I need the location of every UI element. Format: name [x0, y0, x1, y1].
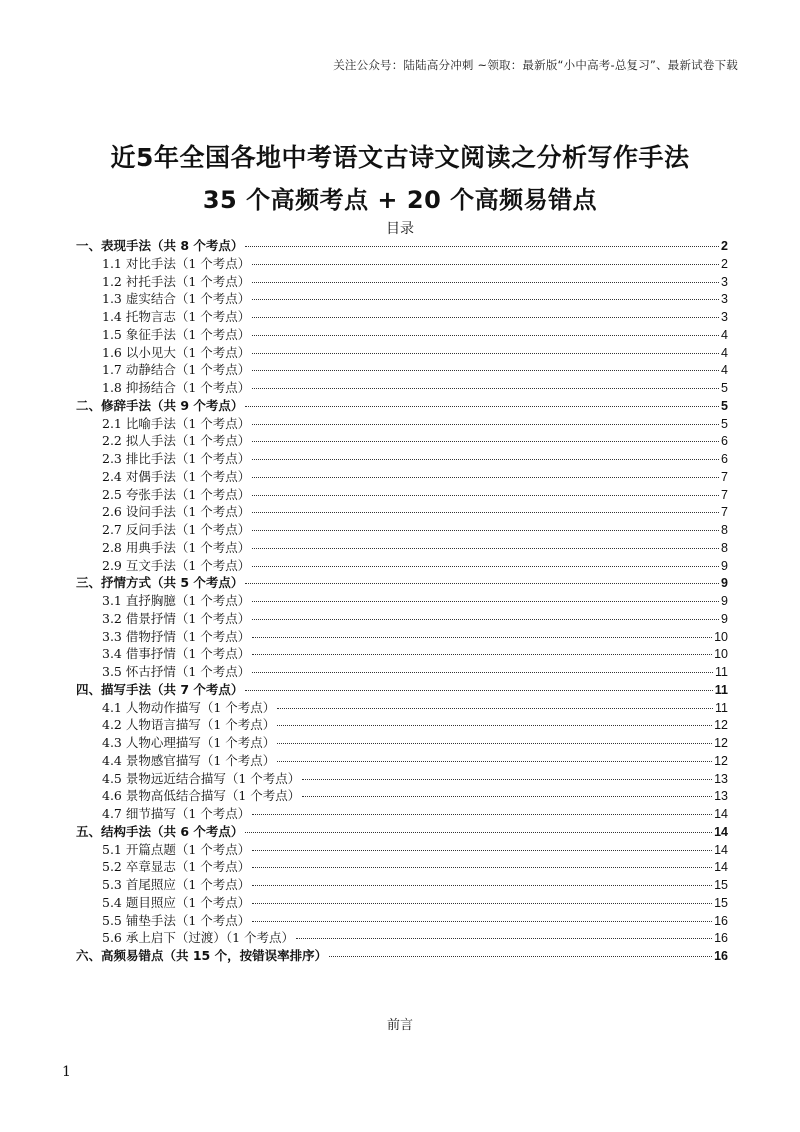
- toc-entry-3-3[interactable]: [76, 627, 728, 645]
- toc-leader: [252, 477, 719, 478]
- toc-entry-label: 3.3 借物抒情（1 个考点）: [102, 628, 251, 644]
- toc-leader: [245, 406, 719, 407]
- toc-entry-2-7[interactable]: [76, 520, 728, 538]
- toc-entry-page: 3: [721, 274, 728, 289]
- toc-leader: [245, 583, 719, 584]
- toc-leader: [245, 690, 712, 691]
- preface-heading: 前言: [386, 1018, 413, 1033]
- toc-leader: [329, 956, 712, 957]
- page-number: 1: [62, 1064, 71, 1080]
- toc-entry-label: 4.6 景物高低结合描写（1 个考点）: [102, 788, 301, 804]
- toc-entry-4-6[interactable]: [76, 786, 728, 804]
- toc-entry-page: 7: [721, 469, 728, 484]
- toc-entry-page: 6: [721, 434, 728, 449]
- toc-leader: [252, 335, 719, 336]
- toc-entry-page: 2: [721, 256, 728, 271]
- toc-entry-page: 13: [714, 789, 728, 804]
- toc-entry-page: 16: [714, 913, 728, 928]
- document-subtitle: 35 个高频考点 + 20 个高频易错点: [202, 186, 598, 214]
- toc-entry-page: 16: [714, 949, 728, 963]
- toc-heading: 目录: [386, 221, 414, 237]
- toc-entry-page: 14: [714, 824, 728, 839]
- toc-entry-page: 10: [714, 647, 728, 662]
- toc-entry-label: 5.6 承上启下（过渡）（1 个考点）: [102, 930, 295, 946]
- toc-entry-section-5[interactable]: [76, 822, 728, 840]
- toc-leader: [277, 708, 713, 709]
- toc-leader: [252, 885, 712, 886]
- toc-entry-1-6[interactable]: [76, 343, 728, 361]
- toc-entry-1-4[interactable]: [76, 307, 728, 325]
- toc-entry-label: 5.4 题目照应（1 个考点）: [102, 894, 251, 910]
- toc-entry-page: 14: [714, 860, 728, 875]
- toc-entry-label: 2.3 排比手法（1 个考点）: [102, 451, 251, 466]
- toc-entry-5-1[interactable]: [76, 840, 728, 858]
- toc-leader: [252, 299, 719, 300]
- toc-entry-2-8[interactable]: [76, 538, 728, 556]
- toc-entry-1-7[interactable]: [76, 360, 728, 378]
- toc-leader: [252, 370, 719, 371]
- toc-leader: [252, 459, 719, 460]
- toc-entry-page: 8: [721, 523, 728, 537]
- toc-entry-label: 1.8 抑扬结合（1 个考点）: [102, 380, 251, 395]
- toc-entry-page: 6: [721, 452, 728, 466]
- toc-leader: [252, 903, 712, 904]
- toc-entry-section-2[interactable]: [76, 396, 728, 414]
- toc-entry-page: 4: [721, 327, 728, 342]
- toc-leader: [277, 761, 712, 762]
- toc-leader: [252, 566, 719, 567]
- toc-entry-label: 2.5 夸张手法（1 个考点）: [102, 486, 251, 502]
- toc-leader: [252, 619, 719, 620]
- toc-entry-label: 4.7 细节描写（1 个考点）: [102, 806, 251, 821]
- toc-entry-label: 5.5 铺垫手法（1 个考点）: [102, 912, 251, 928]
- toc-entry-label: 4.3 人物心理描写（1 个考点）: [102, 735, 276, 750]
- toc-entry-1-3[interactable]: [76, 289, 728, 307]
- toc-entry-1-5[interactable]: [76, 325, 728, 343]
- toc-leader: [277, 743, 712, 744]
- toc-leader: [252, 850, 712, 851]
- toc-entry-4-5[interactable]: [76, 769, 728, 787]
- toc-leader: [302, 779, 712, 780]
- table-of-contents: [76, 236, 728, 964]
- toc-entry-page: 14: [714, 842, 728, 857]
- toc-entry-label: 六、高频易错点（共 15 个，按错误率排序）: [76, 948, 328, 963]
- toc-entry-label: 4.5 景物远近结合描写（1 个考点）: [102, 770, 301, 786]
- toc-leader: [252, 921, 712, 922]
- toc-entry-3-4[interactable]: [76, 644, 728, 662]
- toc-entry-label: 四、描写手法（共 7 个考点）: [76, 681, 244, 697]
- toc-entry-label: 2.4 对偶手法（1 个考点）: [102, 468, 251, 484]
- toc-entry-label: 三、抒情方式（共 5 个考点）: [76, 575, 244, 591]
- toc-entry-label: 1.3 虚实结合（1 个考点）: [102, 291, 251, 307]
- toc-entry-page: 11: [714, 682, 728, 697]
- toc-entry-5-6[interactable]: [76, 928, 728, 946]
- toc-entry-5-3[interactable]: [76, 875, 728, 893]
- toc-entry-label: 二、修辞手法（共 9 个考点）: [76, 397, 244, 413]
- toc-entry-page: 7: [721, 487, 728, 502]
- toc-entry-page: 15: [714, 878, 728, 892]
- toc-entry-label: 一、表现手法（共 8 个考点）: [76, 238, 244, 253]
- toc-entry-page: 3: [721, 292, 728, 307]
- toc-entry-page: 16: [714, 931, 728, 946]
- toc-entry-1-8[interactable]: [76, 378, 728, 396]
- toc-entry-page: 7: [721, 505, 728, 520]
- toc-leader: [252, 495, 719, 496]
- toc-entry-page: 5: [721, 398, 728, 413]
- toc-leader: [296, 938, 712, 939]
- toc-entry-label: 2.8 用典手法（1 个考点）: [102, 539, 251, 555]
- toc-entry-label: 5.3 首尾照应（1 个考点）: [102, 877, 251, 892]
- toc-entry-2-3[interactable]: [76, 449, 728, 467]
- toc-entry-page: 4: [721, 363, 728, 378]
- toc-leader: [252, 814, 712, 815]
- toc-entry-label: 2.9 互文手法（1 个考点）: [102, 557, 251, 573]
- toc-leader: [245, 832, 712, 833]
- document-title: 近5年全国各地中考语文古诗文阅读之分析写作手法: [110, 143, 690, 172]
- toc-entry-label: 五、结构手法（共 6 个考点）: [76, 823, 244, 839]
- toc-entry-4-3[interactable]: [76, 733, 728, 751]
- toc-entry-3-2[interactable]: [76, 609, 728, 627]
- toc-leader: [252, 353, 719, 354]
- toc-entry-section-4[interactable]: [76, 680, 728, 698]
- toc-entry-page: 3: [721, 310, 728, 324]
- toc-leader: [245, 246, 719, 247]
- toc-entry-page: 11: [715, 665, 728, 679]
- toc-entry-label: 4.1 人物动作描写（1 个考点）: [102, 699, 276, 715]
- toc-entry-page: 9: [721, 576, 728, 591]
- toc-entry-label: 5.2 卒章显志（1 个考点）: [102, 859, 251, 875]
- toc-entry-page: 12: [714, 753, 728, 768]
- toc-entry-label: 3.4 借事抒情（1 个考点）: [102, 646, 251, 662]
- toc-entry-section-3[interactable]: [76, 573, 728, 591]
- toc-leader: [302, 796, 712, 797]
- toc-entry-4-4[interactable]: [76, 751, 728, 769]
- toc-entry-page: 9: [721, 594, 728, 608]
- toc-entry-label: 1.7 动静结合（1 个考点）: [102, 362, 251, 378]
- toc-entry-label: 2.1 比喻手法（1 个考点）: [102, 415, 251, 431]
- toc-entry-label: 1.2 衬托手法（1 个考点）: [102, 273, 251, 289]
- toc-entry-page: 14: [714, 807, 728, 821]
- toc-entry-3-5[interactable]: [76, 662, 728, 680]
- toc-entry-1-2[interactable]: [76, 272, 728, 290]
- toc-entry-page: 9: [721, 558, 728, 573]
- toc-entry-2-1[interactable]: [76, 414, 728, 432]
- toc-entry-label: 3.2 借景抒情（1 个考点）: [102, 610, 251, 626]
- toc-entry-5-5[interactable]: [76, 911, 728, 929]
- toc-entry-2-6[interactable]: [76, 502, 728, 520]
- toc-entry-label: 2.6 设问手法（1 个考点）: [102, 504, 251, 520]
- toc-leader: [252, 601, 719, 602]
- toc-leader: [252, 637, 712, 638]
- toc-entry-page: 5: [721, 416, 728, 431]
- toc-entry-label: 1.4 托物言志（1 个考点）: [102, 309, 251, 324]
- toc-leader: [252, 672, 713, 673]
- toc-entry-4-2[interactable]: [76, 715, 728, 733]
- toc-leader: [252, 441, 719, 442]
- toc-entry-label: 3.1 直抒胸臆（1 个考点）: [102, 593, 251, 608]
- toc-leader: [252, 530, 719, 531]
- toc-entry-label: 2.7 反问手法（1 个考点）: [102, 522, 251, 537]
- toc-entry-5-4[interactable]: [76, 893, 728, 911]
- toc-leader: [252, 867, 712, 868]
- header-note: 关注公众号：陆陆高分冲刺 ~领取：最新版“小中高考-总复习”、最新试卷下载: [333, 58, 738, 72]
- toc-entry-4-1[interactable]: [76, 698, 728, 716]
- toc-leader: [252, 317, 719, 318]
- toc-entry-2-5[interactable]: [76, 485, 728, 503]
- toc-entry-page: 4: [721, 345, 728, 360]
- toc-entry-section-6[interactable]: [76, 946, 728, 964]
- toc-entry-page: 12: [714, 718, 728, 733]
- toc-entry-2-4[interactable]: [76, 467, 728, 485]
- toc-entry-4-7[interactable]: [76, 804, 728, 822]
- toc-entry-page: 5: [721, 381, 728, 395]
- toc-entry-1-1[interactable]: [76, 254, 728, 272]
- toc-leader: [252, 424, 719, 425]
- toc-leader: [252, 654, 712, 655]
- toc-leader: [252, 548, 719, 549]
- toc-entry-3-1[interactable]: [76, 591, 728, 609]
- toc-entry-page: 12: [714, 736, 728, 750]
- toc-entry-label: 1.1 对比手法（1 个考点）: [102, 255, 251, 271]
- toc-leader: [277, 725, 712, 726]
- toc-entry-page: 11: [715, 700, 728, 715]
- toc-entry-5-2[interactable]: [76, 857, 728, 875]
- toc-leader: [252, 512, 719, 513]
- toc-entry-2-2[interactable]: [76, 431, 728, 449]
- toc-entry-label: 2.2 拟人手法（1 个考点）: [102, 433, 251, 449]
- toc-entry-label: 4.4 景物感官描写（1 个考点）: [102, 752, 276, 768]
- toc-entry-page: 15: [714, 895, 728, 910]
- toc-entry-label: 4.2 人物语言描写（1 个考点）: [102, 717, 276, 733]
- toc-entry-section-1[interactable]: [76, 236, 728, 254]
- toc-entry-page: 2: [721, 239, 728, 253]
- toc-leader: [252, 264, 719, 265]
- toc-entry-2-9[interactable]: [76, 556, 728, 574]
- toc-entry-label: 1.5 象征手法（1 个考点）: [102, 326, 251, 342]
- toc-leader: [252, 282, 719, 283]
- toc-entry-page: 9: [721, 611, 728, 626]
- toc-entry-label: 5.1 开篇点题（1 个考点）: [102, 841, 251, 857]
- toc-entry-page: 8: [721, 540, 728, 555]
- toc-entry-label: 1.6 以小见大（1 个考点）: [102, 344, 251, 360]
- toc-leader: [252, 388, 719, 389]
- toc-entry-page: 13: [714, 771, 728, 786]
- toc-entry-label: 3.5 怀古抒情（1 个考点）: [102, 664, 251, 679]
- toc-entry-page: 10: [714, 629, 728, 644]
